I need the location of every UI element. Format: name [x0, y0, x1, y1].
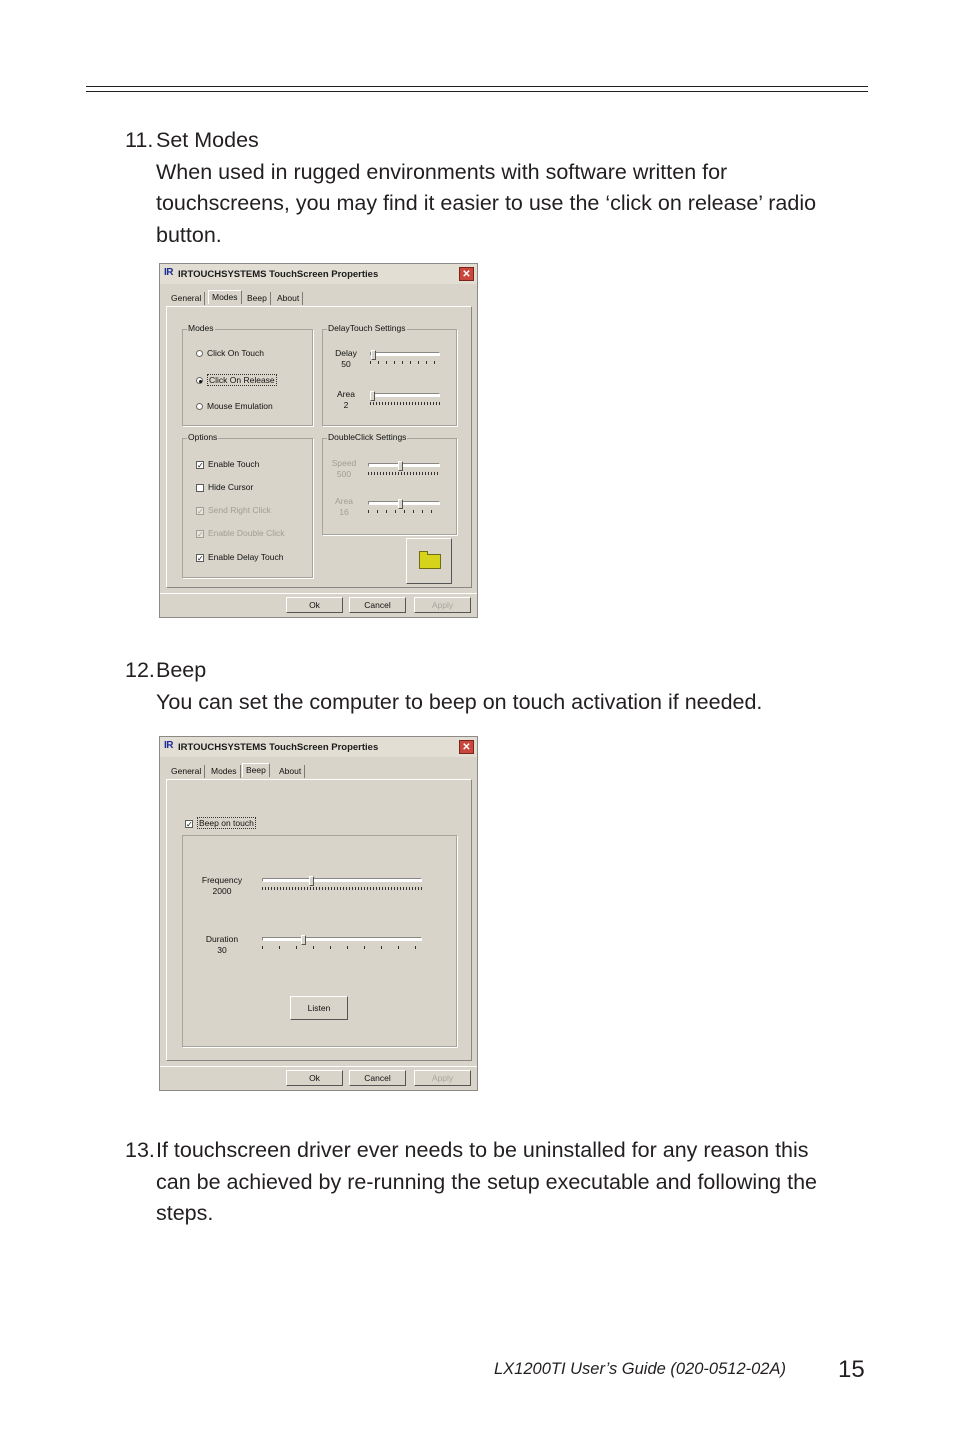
close-button[interactable]	[459, 267, 474, 281]
area-slider[interactable]	[370, 391, 440, 405]
checkbox-label: Enable Double Click	[208, 528, 285, 538]
button-separator	[160, 593, 477, 594]
slider-thumb[interactable]	[371, 350, 376, 360]
listen-button[interactable]: Listen	[290, 996, 348, 1020]
checkbox-send-right-click	[196, 505, 271, 515]
cancel-button[interactable]: Cancel	[349, 597, 406, 613]
checkbox[interactable]: ✓	[197, 460, 204, 470]
dc-area-value: 16	[339, 507, 349, 517]
checkbox[interactable]: ✓	[197, 553, 204, 563]
step-12	[125, 655, 845, 718]
checkbox-enable-touch[interactable]	[196, 459, 259, 469]
modes-dialog	[159, 263, 478, 618]
frequency-label-block	[197, 875, 247, 897]
delay-touch-group	[322, 323, 457, 426]
checkbox-label: Enable Delay Touch	[208, 552, 284, 562]
slider-thumb[interactable]	[301, 935, 306, 945]
area-label: Area	[337, 389, 355, 399]
tab-about[interactable]: About	[274, 292, 303, 305]
tab-modes[interactable]: Modes	[208, 290, 242, 304]
cancel-button[interactable]: Cancel	[349, 1070, 406, 1086]
checkbox-label: Enable Touch	[208, 459, 260, 469]
frequency-label: Frequency	[201, 875, 243, 885]
apply-button: Apply	[414, 1070, 471, 1086]
tab-beep[interactable]: Beep	[242, 763, 270, 777]
frequency-value: 2000	[212, 886, 232, 896]
step-number: 13.	[125, 1138, 155, 1162]
radio-click-on-release[interactable]	[196, 375, 277, 385]
window-title: IRTOUCHSYSTEMS TouchScreen Properties	[178, 742, 379, 753]
tab-general[interactable]: General	[168, 292, 205, 305]
delay-value: 50	[341, 359, 351, 369]
window-title: IRTOUCHSYSTEMS TouchScreen Properties	[178, 269, 379, 280]
step-title: Beep	[156, 658, 207, 682]
title-bar[interactable]	[160, 737, 477, 757]
tab-general[interactable]: General	[168, 765, 205, 778]
slider-thumb	[398, 461, 403, 471]
checkbox-hide-cursor[interactable]	[196, 482, 253, 492]
radio-button-selected[interactable]	[196, 377, 203, 384]
speed-value: 500	[336, 469, 352, 479]
checkbox-label: Hide Cursor	[208, 482, 254, 492]
radio-label: Mouse Emulation	[207, 401, 273, 411]
close-icon: ✕	[462, 269, 471, 280]
checkbox-label: Beep on touch	[199, 818, 254, 828]
slider-thumb[interactable]	[309, 876, 314, 886]
slider-thumb[interactable]	[370, 391, 375, 401]
close-button[interactable]	[459, 740, 474, 754]
duration-slider[interactable]	[262, 935, 422, 949]
delay-label: Delay	[335, 348, 357, 358]
group-label: DoubleClick Settings	[328, 432, 407, 442]
dc-area-label-block	[329, 496, 359, 518]
dc-area-label: Area	[335, 496, 353, 506]
tab-modes[interactable]: Modes	[208, 765, 241, 778]
step-11	[125, 125, 845, 251]
options-group	[182, 432, 313, 578]
folder-button[interactable]	[406, 538, 452, 584]
close-icon: ✕	[462, 742, 471, 753]
area-label-block	[331, 389, 361, 411]
page-number: 15	[838, 1356, 865, 1383]
beep-settings-group	[182, 835, 457, 1047]
dc-area-slider	[368, 499, 440, 513]
radio-button[interactable]	[196, 403, 203, 410]
ir-logo: IR	[164, 267, 173, 278]
doubleclick-group	[322, 432, 457, 535]
ok-button[interactable]: Ok	[286, 597, 343, 613]
delay-label-block	[331, 348, 361, 370]
title-bar[interactable]	[160, 264, 477, 284]
apply-button: Apply	[414, 597, 471, 613]
group-label: DelayTouch Settings	[328, 323, 406, 333]
checkbox-enable-delay-touch[interactable]	[196, 552, 283, 562]
step-number: 12.	[125, 658, 155, 682]
ir-logo: IR	[164, 740, 173, 751]
checkbox-label: Send Right Click	[208, 505, 271, 515]
step-number: 11.	[125, 128, 154, 152]
speed-label-block	[329, 458, 359, 480]
checkbox-disabled: ✓	[197, 529, 204, 539]
speed-label: Speed	[331, 458, 357, 468]
step-text: If touchscreen driver ever needs to be uninstalled for any reason this can be achieved by re-running the setup executable and following the steps.	[156, 1138, 817, 1225]
area-value: 2	[343, 400, 349, 410]
group-label: Modes	[188, 323, 214, 333]
ok-button[interactable]: Ok	[286, 1070, 343, 1086]
step-text: When used in rugged environments with software written for touchscreens, you may find it easier to use the ‘click on release’ radio button.	[156, 159, 817, 247]
step-text: You can set the computer to beep on touch activation if needed.	[156, 689, 763, 714]
header-rule-top	[86, 86, 868, 87]
tab-beep[interactable]: Beep	[244, 292, 271, 305]
modes-group	[182, 323, 313, 426]
beep-dialog	[159, 736, 478, 1091]
checkbox-enable-double-click	[196, 528, 285, 538]
checkbox[interactable]	[196, 484, 204, 492]
duration-value: 30	[217, 945, 227, 955]
beep-panel	[166, 779, 472, 1061]
checkbox-disabled: ✓	[197, 506, 204, 516]
frequency-slider[interactable]	[262, 876, 422, 890]
checkbox[interactable]: ✓	[186, 819, 193, 829]
duration-label-block	[197, 934, 247, 956]
step-title: Set Modes	[156, 128, 259, 152]
radio-click-on-touch[interactable]	[196, 348, 264, 358]
tab-about[interactable]: About	[276, 765, 305, 778]
footer-guide-title: LX1200TI User’s Guide (020-0512-02A)	[494, 1360, 786, 1378]
folder-icon	[419, 554, 441, 569]
radio-label: Click On Touch	[207, 348, 265, 358]
radio-mouse-emulation[interactable]	[196, 401, 273, 411]
header-rule-bottom	[86, 91, 868, 92]
radio-label: Click On Release	[209, 375, 275, 385]
button-separator	[160, 1066, 477, 1067]
radio-button[interactable]	[196, 350, 203, 357]
checkbox-beep-on-touch[interactable]	[185, 818, 256, 828]
group-label: Options	[188, 432, 218, 442]
delay-slider[interactable]	[370, 350, 440, 364]
duration-label: Duration	[205, 934, 239, 944]
slider-thumb	[398, 499, 403, 509]
modes-panel	[166, 306, 472, 588]
step-13	[125, 1135, 845, 1230]
speed-slider	[368, 461, 440, 475]
